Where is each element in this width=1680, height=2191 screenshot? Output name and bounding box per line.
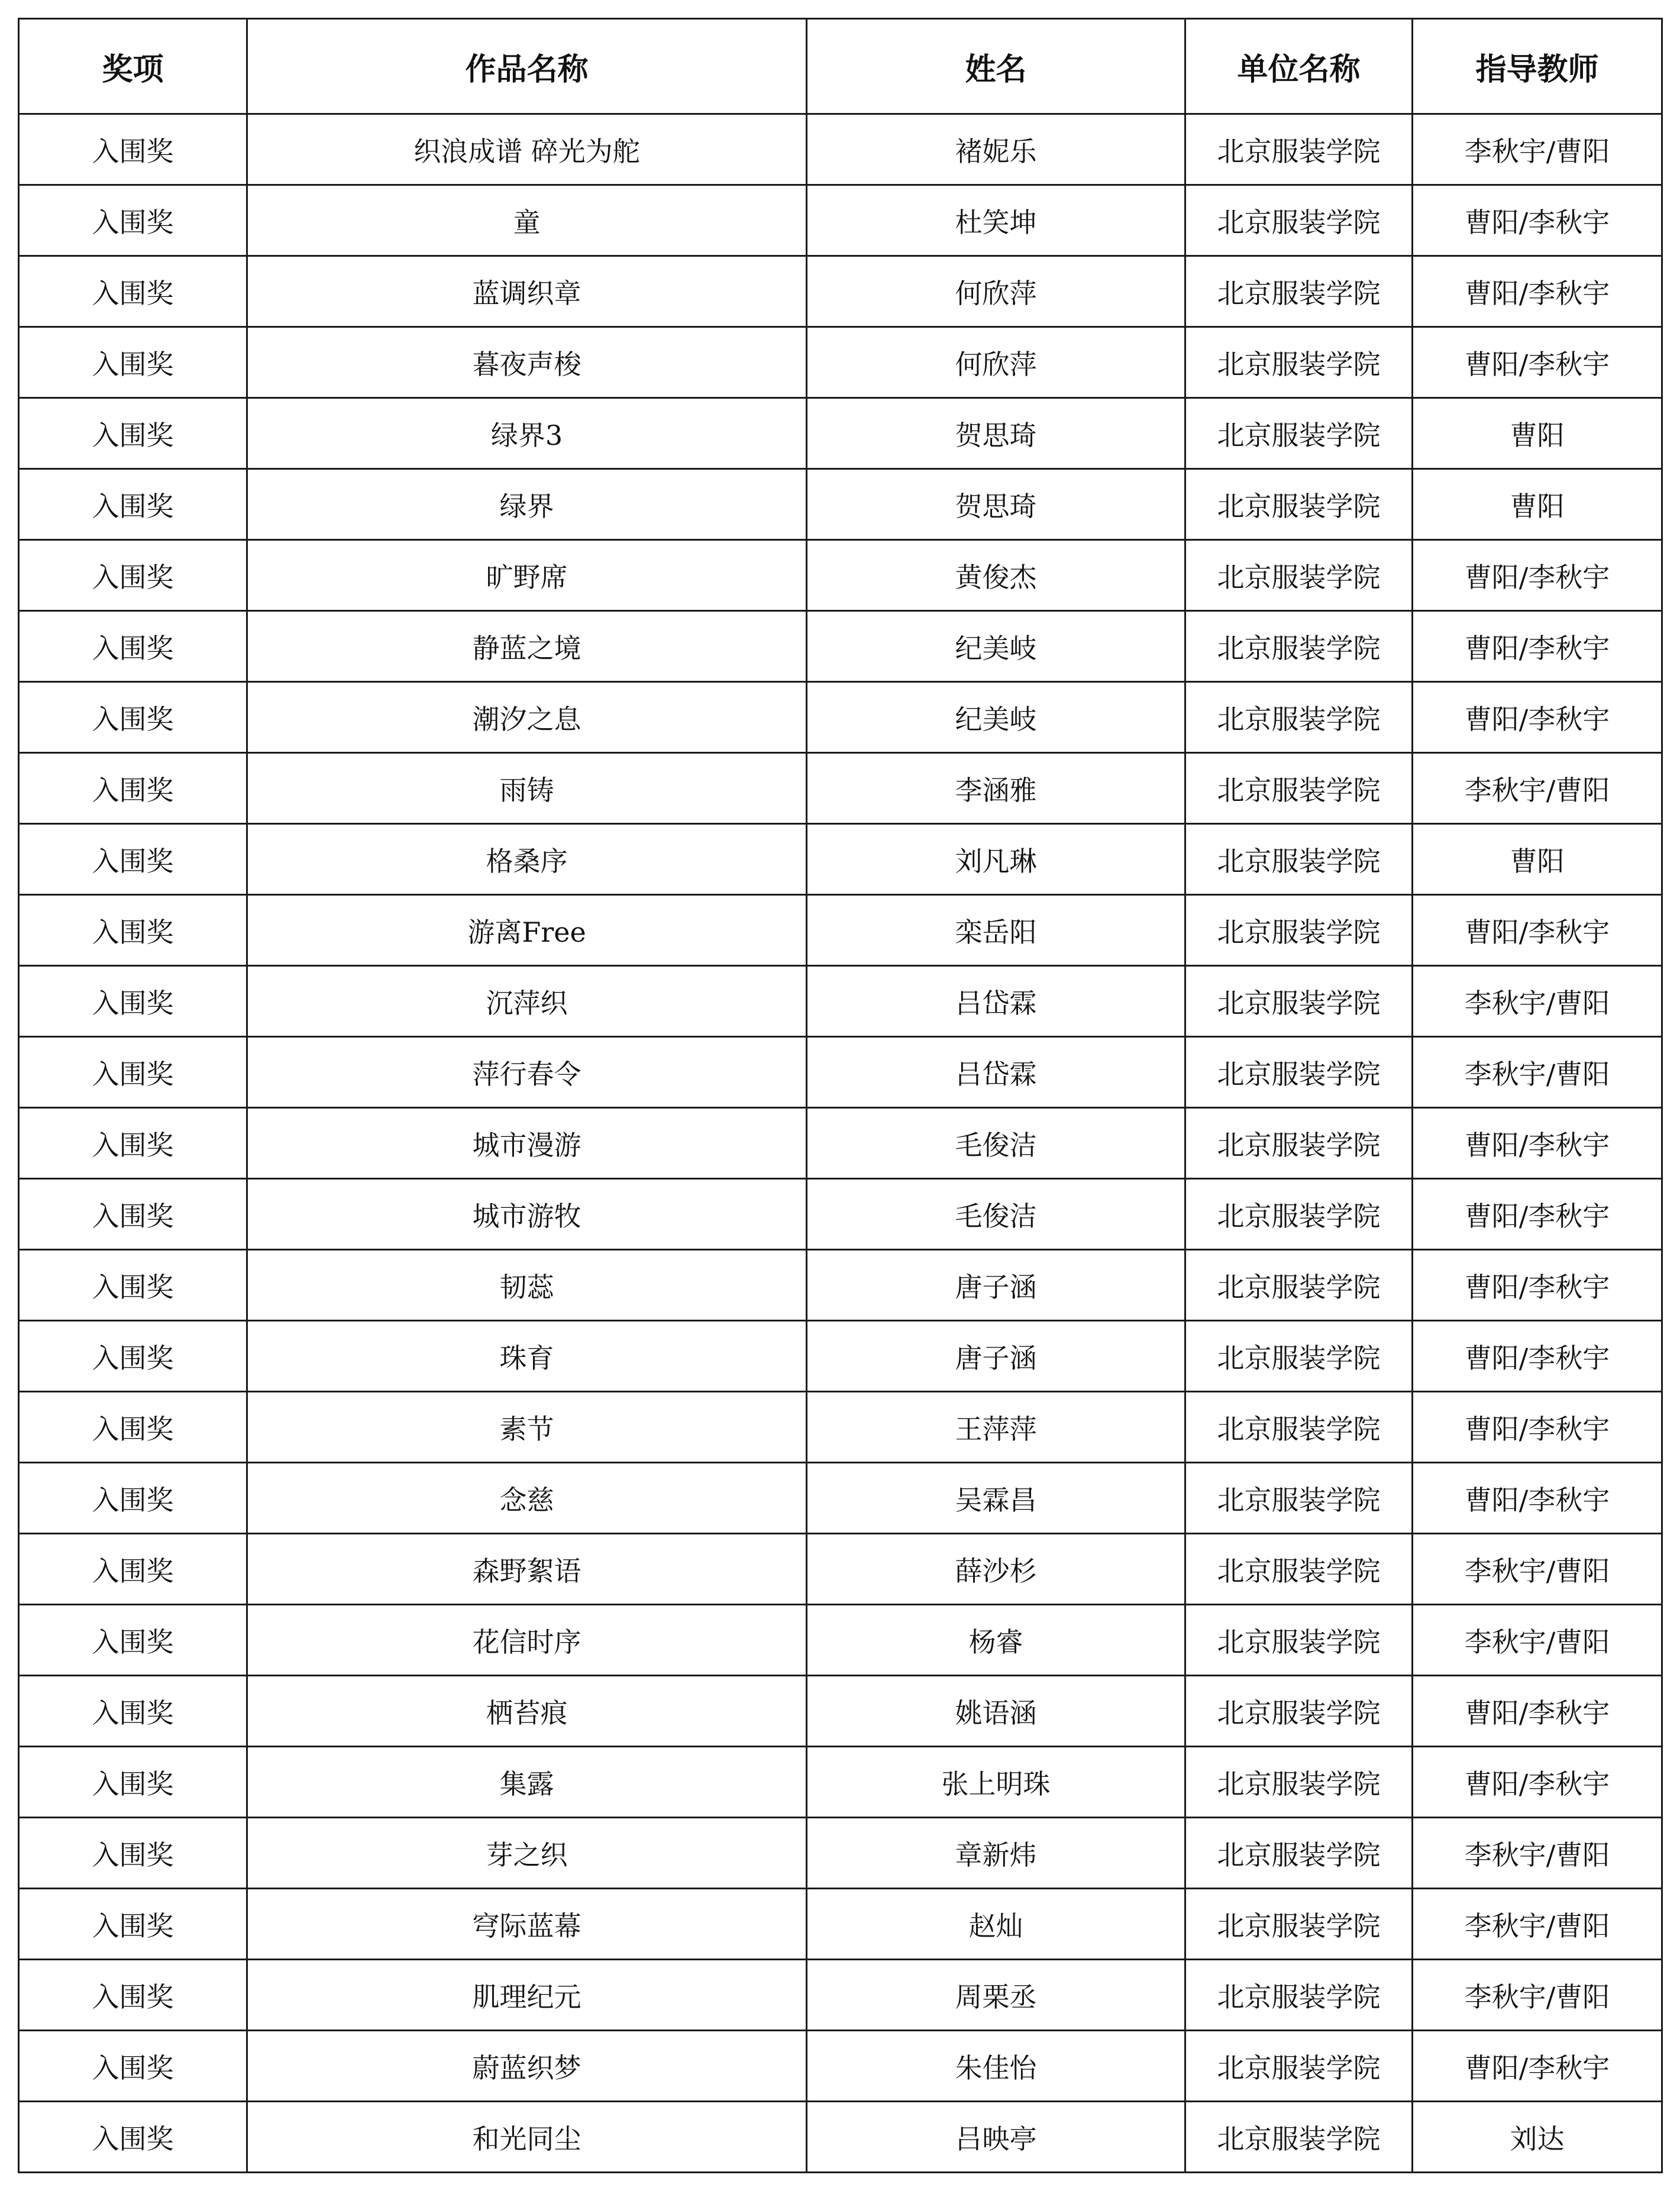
advisor-cell: 曹阳/李秋宇	[1413, 1108, 1662, 1179]
advisor-cell: 李秋宇/曹阳	[1413, 1605, 1662, 1676]
award-cell: 入围奖	[19, 1818, 247, 1889]
advisor-cell: 曹阳/李秋宇	[1413, 540, 1662, 611]
advisor-cell: 曹阳/李秋宇	[1413, 256, 1662, 327]
name-cell: 纪美岐	[807, 682, 1185, 753]
name-cell: 章新炜	[807, 1818, 1185, 1889]
work-title-cell: 雨铸	[247, 753, 807, 824]
institution-cell: 北京服装学院	[1185, 1889, 1413, 1960]
institution-cell: 北京服装学院	[1185, 1037, 1413, 1108]
name-cell: 赵灿	[807, 1889, 1185, 1960]
table-row	[19, 895, 1662, 966]
name-cell: 刘凡琳	[807, 824, 1185, 895]
table-row	[19, 2102, 1662, 2173]
institution-cell: 北京服装学院	[1185, 1676, 1413, 1747]
award-cell: 入围奖	[19, 895, 247, 966]
name-cell: 毛俊洁	[807, 1108, 1185, 1179]
advisor-cell: 曹阳/李秋宇	[1413, 1392, 1662, 1463]
institution-cell: 北京服装学院	[1185, 1108, 1413, 1179]
work-title-cell: 珠育	[247, 1321, 807, 1392]
awards-table	[18, 18, 1663, 2173]
advisor-cell: 曹阳/李秋宇	[1413, 1321, 1662, 1392]
work-title-cell: 织浪成谱 碎光为舵	[247, 114, 807, 185]
advisor-cell: 李秋宇/曹阳	[1413, 753, 1662, 824]
name-cell: 姚语涵	[807, 1676, 1185, 1747]
table-row	[19, 824, 1662, 895]
table-row	[19, 1534, 1662, 1605]
table-row	[19, 966, 1662, 1037]
institution-cell: 北京服装学院	[1185, 114, 1413, 185]
header-name: 姓名	[807, 19, 1185, 114]
work-title-cell: 穹际蓝幕	[247, 1889, 807, 1960]
award-cell: 入围奖	[19, 611, 247, 682]
work-title-cell: 念慈	[247, 1463, 807, 1534]
work-title-cell: 绿界	[247, 469, 807, 540]
institution-cell: 北京服装学院	[1185, 185, 1413, 256]
advisor-cell: 曹阳	[1413, 824, 1662, 895]
table-row	[19, 1108, 1662, 1179]
work-title-cell: 韧蕊	[247, 1250, 807, 1321]
work-title-cell: 蓝调织章	[247, 256, 807, 327]
award-cell: 入围奖	[19, 1463, 247, 1534]
advisor-cell: 曹阳/李秋宇	[1413, 682, 1662, 753]
institution-cell: 北京服装学院	[1185, 1179, 1413, 1250]
award-cell: 入围奖	[19, 1179, 247, 1250]
institution-cell: 北京服装学院	[1185, 469, 1413, 540]
name-cell: 吕岱霖	[807, 966, 1185, 1037]
work-title-cell: 绿界3	[247, 398, 807, 469]
award-cell: 入围奖	[19, 682, 247, 753]
award-cell: 入围奖	[19, 1250, 247, 1321]
institution-cell: 北京服装学院	[1185, 824, 1413, 895]
institution-cell: 北京服装学院	[1185, 2031, 1413, 2102]
name-cell: 周栗丞	[807, 1960, 1185, 2031]
institution-cell: 北京服装学院	[1185, 753, 1413, 824]
table-row	[19, 1818, 1662, 1889]
institution-cell: 北京服装学院	[1185, 1605, 1413, 1676]
work-title-cell: 潮汐之息	[247, 682, 807, 753]
name-cell: 栾岳阳	[807, 895, 1185, 966]
award-cell: 入围奖	[19, 753, 247, 824]
table-row	[19, 114, 1662, 185]
work-title-cell: 格桑序	[247, 824, 807, 895]
name-cell: 唐子涵	[807, 1321, 1185, 1392]
name-cell: 朱佳怡	[807, 2031, 1185, 2102]
work-title-cell: 城市漫游	[247, 1108, 807, 1179]
advisor-cell: 曹阳/李秋宇	[1413, 895, 1662, 966]
table-row	[19, 1676, 1662, 1747]
header-work-title: 作品名称	[247, 19, 807, 114]
work-title-cell: 童	[247, 185, 807, 256]
name-cell: 唐子涵	[807, 1250, 1185, 1321]
advisor-cell: 李秋宇/曹阳	[1413, 1889, 1662, 1960]
award-cell: 入围奖	[19, 2031, 247, 2102]
work-title-cell: 芽之织	[247, 1818, 807, 1889]
name-cell: 薛沙杉	[807, 1534, 1185, 1605]
advisor-cell: 李秋宇/曹阳	[1413, 1960, 1662, 2031]
name-cell: 毛俊洁	[807, 1179, 1185, 1250]
advisor-cell: 李秋宇/曹阳	[1413, 1818, 1662, 1889]
name-cell: 何欣萍	[807, 327, 1185, 398]
table-row	[19, 185, 1662, 256]
award-cell: 入围奖	[19, 540, 247, 611]
award-cell: 入围奖	[19, 1605, 247, 1676]
work-title-cell: 集露	[247, 1747, 807, 1818]
advisor-cell: 曹阳/李秋宇	[1413, 1463, 1662, 1534]
table-header	[19, 19, 1662, 114]
work-title-cell: 森野絮语	[247, 1534, 807, 1605]
work-title-cell: 肌理纪元	[247, 1960, 807, 2031]
institution-cell: 北京服装学院	[1185, 895, 1413, 966]
table-body	[19, 114, 1662, 2173]
advisor-cell: 曹阳/李秋宇	[1413, 1676, 1662, 1747]
work-title-cell: 和光同尘	[247, 2102, 807, 2173]
table-row	[19, 398, 1662, 469]
institution-cell: 北京服装学院	[1185, 1392, 1413, 1463]
institution-cell: 北京服装学院	[1185, 611, 1413, 682]
name-cell: 王萍萍	[807, 1392, 1185, 1463]
advisor-cell: 曹阳	[1413, 398, 1662, 469]
institution-cell: 北京服装学院	[1185, 1463, 1413, 1534]
name-cell: 纪美岐	[807, 611, 1185, 682]
advisor-cell: 李秋宇/曹阳	[1413, 1534, 1662, 1605]
table-row	[19, 611, 1662, 682]
award-cell: 入围奖	[19, 1108, 247, 1179]
name-cell: 张上明珠	[807, 1747, 1185, 1818]
table-row	[19, 1250, 1662, 1321]
award-cell: 入围奖	[19, 824, 247, 895]
advisor-cell: 曹阳/李秋宇	[1413, 1179, 1662, 1250]
institution-cell: 北京服装学院	[1185, 398, 1413, 469]
table-row	[19, 1037, 1662, 1108]
table-row	[19, 540, 1662, 611]
work-title-cell: 旷野席	[247, 540, 807, 611]
award-cell: 入围奖	[19, 2102, 247, 2173]
work-title-cell: 花信时序	[247, 1605, 807, 1676]
award-cell: 入围奖	[19, 398, 247, 469]
name-cell: 吕映亭	[807, 2102, 1185, 2173]
award-cell: 入围奖	[19, 114, 247, 185]
advisor-cell: 曹阳/李秋宇	[1413, 1747, 1662, 1818]
institution-cell: 北京服装学院	[1185, 682, 1413, 753]
name-cell: 贺思琦	[807, 469, 1185, 540]
header-advisor: 指导教师	[1413, 19, 1662, 114]
advisor-cell: 李秋宇/曹阳	[1413, 114, 1662, 185]
award-cell: 入围奖	[19, 185, 247, 256]
table-row	[19, 1605, 1662, 1676]
work-title-cell: 静蓝之境	[247, 611, 807, 682]
table-row	[19, 682, 1662, 753]
name-cell: 杨睿	[807, 1605, 1185, 1676]
institution-cell: 北京服装学院	[1185, 1534, 1413, 1605]
advisor-cell: 曹阳/李秋宇	[1413, 1250, 1662, 1321]
advisor-cell: 曹阳/李秋宇	[1413, 2031, 1662, 2102]
award-cell: 入围奖	[19, 1392, 247, 1463]
institution-cell: 北京服装学院	[1185, 1818, 1413, 1889]
name-cell: 贺思琦	[807, 398, 1185, 469]
award-cell: 入围奖	[19, 256, 247, 327]
name-cell: 吴霖昌	[807, 1463, 1185, 1534]
work-title-cell: 萍行春令	[247, 1037, 807, 1108]
award-cell: 入围奖	[19, 966, 247, 1037]
award-cell: 入围奖	[19, 469, 247, 540]
institution-cell: 北京服装学院	[1185, 1747, 1413, 1818]
institution-cell: 北京服装学院	[1185, 1321, 1413, 1392]
institution-cell: 北京服装学院	[1185, 966, 1413, 1037]
document-page	[18, 18, 1676, 2172]
name-cell: 吕岱霖	[807, 1037, 1185, 1108]
table-row	[19, 469, 1662, 540]
institution-cell: 北京服装学院	[1185, 2102, 1413, 2173]
advisor-cell: 曹阳/李秋宇	[1413, 185, 1662, 256]
award-cell: 入围奖	[19, 1889, 247, 1960]
award-cell: 入围奖	[19, 327, 247, 398]
work-title-cell: 城市游牧	[247, 1179, 807, 1250]
work-title-cell: 素节	[247, 1392, 807, 1463]
institution-cell: 北京服装学院	[1185, 327, 1413, 398]
table-row	[19, 256, 1662, 327]
name-cell: 褚妮乐	[807, 114, 1185, 185]
institution-cell: 北京服装学院	[1185, 540, 1413, 611]
name-cell: 杜笑坤	[807, 185, 1185, 256]
institution-cell: 北京服装学院	[1185, 1960, 1413, 2031]
advisor-cell: 曹阳	[1413, 469, 1662, 540]
advisor-cell: 刘达	[1413, 2102, 1662, 2173]
table-row	[19, 1747, 1662, 1818]
award-cell: 入围奖	[19, 1747, 247, 1818]
advisor-cell: 曹阳/李秋宇	[1413, 611, 1662, 682]
table-row	[19, 753, 1662, 824]
work-title-cell: 蔚蓝织梦	[247, 2031, 807, 2102]
advisor-cell: 曹阳/李秋宇	[1413, 327, 1662, 398]
work-title-cell: 沉萍织	[247, 966, 807, 1037]
table-row	[19, 1889, 1662, 1960]
work-title-cell: 游离Free	[247, 895, 807, 966]
table-row	[19, 1463, 1662, 1534]
advisor-cell: 李秋宇/曹阳	[1413, 1037, 1662, 1108]
header-institution: 单位名称	[1185, 19, 1413, 114]
award-cell: 入围奖	[19, 1676, 247, 1747]
award-cell: 入围奖	[19, 1534, 247, 1605]
name-cell: 黄俊杰	[807, 540, 1185, 611]
award-cell: 入围奖	[19, 1321, 247, 1392]
institution-cell: 北京服装学院	[1185, 1250, 1413, 1321]
table-row	[19, 1321, 1662, 1392]
header-award: 奖项	[19, 19, 247, 114]
advisor-cell: 李秋宇/曹阳	[1413, 966, 1662, 1037]
table-row	[19, 1392, 1662, 1463]
table-row	[19, 1179, 1662, 1250]
header-row	[19, 19, 1662, 114]
table-row	[19, 2031, 1662, 2102]
work-title-cell: 暮夜声梭	[247, 327, 807, 398]
table-row	[19, 327, 1662, 398]
name-cell: 何欣萍	[807, 256, 1185, 327]
name-cell: 李涵雅	[807, 753, 1185, 824]
award-cell: 入围奖	[19, 1037, 247, 1108]
institution-cell: 北京服装学院	[1185, 256, 1413, 327]
work-title-cell: 栖苔痕	[247, 1676, 807, 1747]
award-cell: 入围奖	[19, 1960, 247, 2031]
table-row	[19, 1960, 1662, 2031]
